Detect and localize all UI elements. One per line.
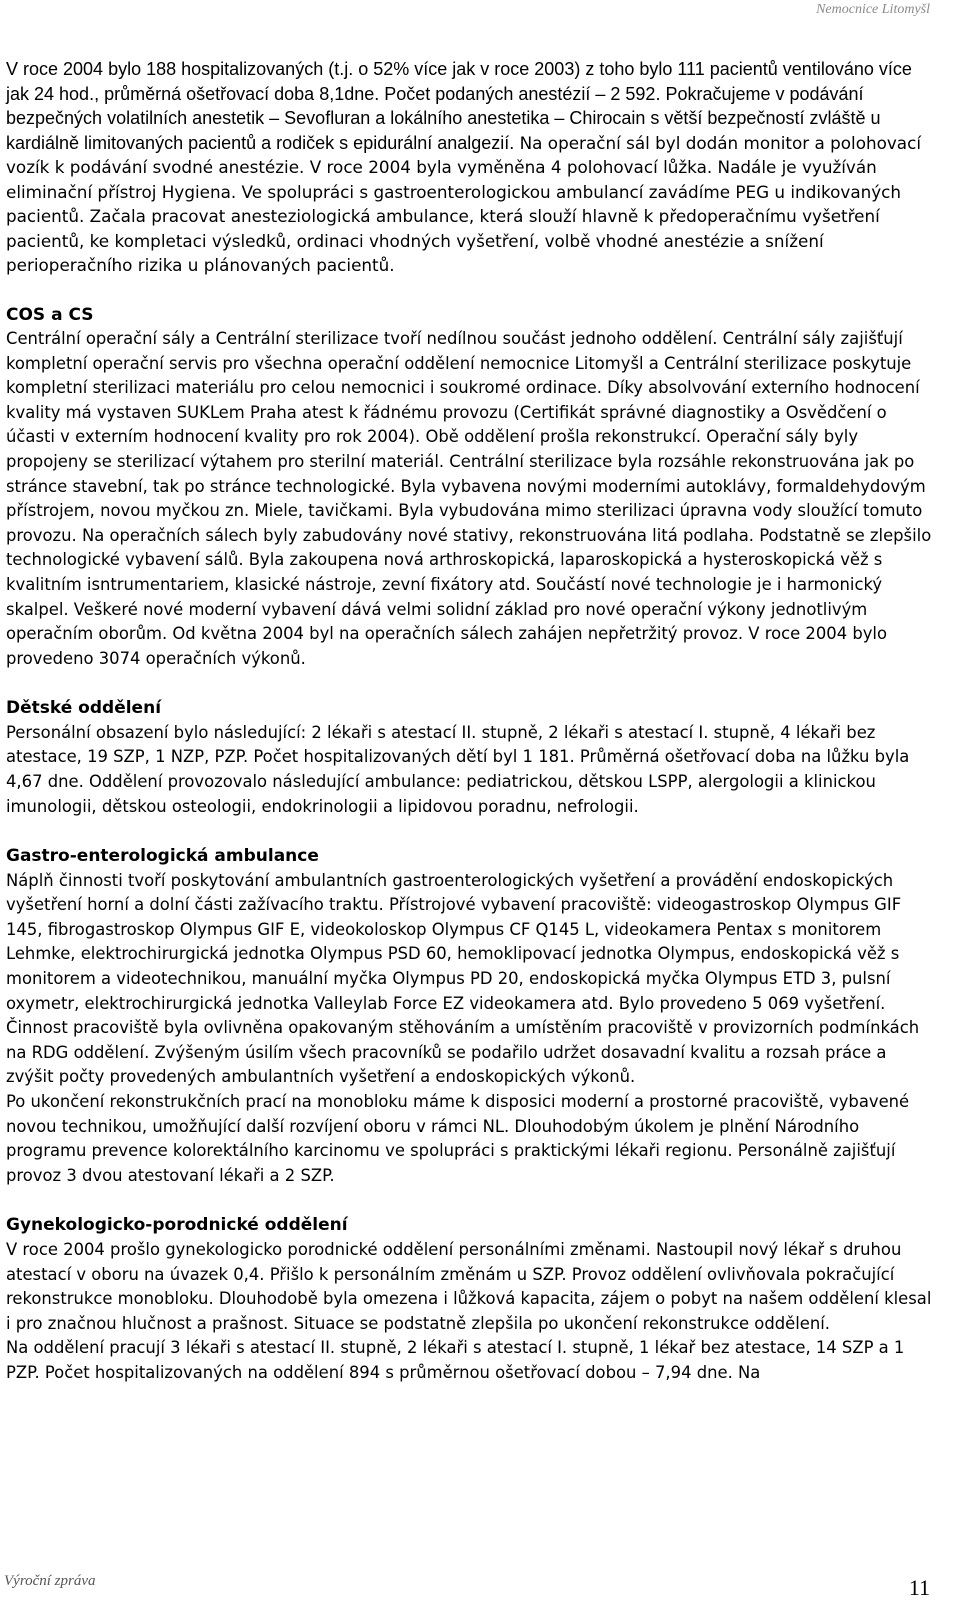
running-header: Nemocnice Litomyšl <box>816 2 930 17</box>
page-number: 11 <box>908 1575 930 1600</box>
section-paragraph: Personální obsazení bylo následující: 2 lékaři s atestací II. stupně, 2 lékaři s atestací I. stupně, 4 lékaři bez atestace, 19 SZP, 1 NZP, PZP. Počet hospitalizovaných dětí byl 1 181. Průměrná ošetřovací doba na lůžku byla 4,67 dne. Oddělení provozovalo následující ambulance: pediatrickou, dětskou LSPP, alergologii a klinickou imunologii, dětskou osteologii, endokrinologii a lipidovou poradnu, nefrologii. <box>6 722 910 816</box>
section-detske-oddeleni <box>6 696 936 819</box>
section-paragraph: Na oddělení pracují 3 lékaři s atestací II. stupně, 2 lékaři s atestací I. stupně, 1 lékař bez atestace, 14 SZP a 1 PZP. Počet hospitalizovaných na oddělení 894 s průměrnou ošetřovací dobou – 7,94 dne. Na <box>6 1338 905 1382</box>
section-paragraph: V roce 2004 prošlo gynekologicko porodnické oddělení personálními změnami. Nastoupil nový lékař s druhou atestací v oboru na úvazek 0,4. Přišlo k personálním změnám u SZP. Provoz oddělení ovlivňovala pokračující rekonstrukce monobloku. Dlouhodobě byla omezena i lůžková kapacita, zájem o pobyt na našem oddělení klesal i pro značnou hlučnost a prašnost. Situace se podstatně zlepšila po ukončení rekonstrukce oddělení. <box>6 1239 932 1333</box>
document-body <box>6 57 936 1385</box>
section-gynekologie <box>6 1213 936 1385</box>
section-heading: Gynekologicko-porodnické oddělení <box>6 1215 348 1236</box>
running-footer: Výroční zpráva <box>4 1573 96 1589</box>
section-heading: Gastro-enterologická ambulance <box>6 846 319 867</box>
section-cos-cs <box>6 303 936 672</box>
section-paragraph: Po ukončení rekonstrukčních prací na monobloku máme k disposici moderní a prostorné pracoviště, vybavené novou technikou, umožňující další rozvíjení oboru v rámci NL. Dlouhodobým úkolem je plnění Národního programu prevence kolorektálního karcinomu ve spolupráci s praktickými lékaři regionu. Personálně zajišťují provoz 3 dvou atestovaní lékaři a 2 SZP. <box>6 1092 910 1185</box>
intro-paragraph <box>6 57 936 278</box>
section-paragraph: Centrální operační sály a Centrální sterilizace tvoří nedílnou součást jednoho oddělení. Centrální sály zajišťují kompletní operační servis pro všechna operační oddělení nemocnice Litomyšl a Centrální sterilizace poskytuje kompletní sterilizaci materiálu pro celou nemocnici i soukromé ordinace. Díky absolvování externího hodnocení kvality má vystaven SUKLem Praha atest k řádnému provozu (Certifikát správné diagnostiky a Osvědčení o účasti v externím hodnocení kvality pro rok 2004). Obě oddělení prošla rekonstrukcí. Operační sály byly propojeny se sterilizací výtahem pro sterilní materiál. Centrální sterilizace byla rozsáhle rekonstruována jak po stránce stavební, tak po stránce technologické. Byla vybavena novými moderními autoklávy, formaldehydovým přístrojem, novou myčkou zn. Miele, tavičkami. Byla vybudována mimo sterilizaci úpravna vody sloužící tomuto provozu. Na operačních sálech byly zabudovány nové stativy, rekonstruována litá podlaha. Podstatně se zlepšilo technologické vybavení sálů. Byla zakoupena nová arthroskopická, laparoskopická a hysteroskopická věž s kvalitním isntrumentariem, klasické nástroje, zevní fixátory atd. Součástí nové technologie je i harmonický skalpel. Veškeré nové moderní vybavení dává velmi solidní základ pro nové operační výkony jednotlivým operačním oborům. Od května 2004 byl na operačních sálech zahájen nepřetržitý provoz. V roce 2004 bylo provedeno 3074 operačních výkonů. <box>6 329 932 668</box>
section-gastro-ambulance <box>6 844 936 1188</box>
section-paragraph: Náplň činnosti tvoří poskytování ambulantních gastroenterologických vyšetření a provádění endoskopických vyšetření horní a dolní části zažívacího traktu. Přístrojové vybavení pracoviště: videogastroskop Olympus GIF 145, fibrogastroskop Olympus GIF E, videokoloskop Olympus CF Q145 L, videokamera Pentax s monitorem Lehmke, elektrochirurgická jednotka Olympus PSD 60, hemoklipovací jednotka Olympus, endoskopická věž s monitorem a videotechnikou, manuální myčka Olympus PD 20, endoskopická myčka Olympus ETD 3, pulsní oxymetr, elektrochirurgická jednotka Valleylab Force EZ videokamera atd. Bylo provedeno 5 069 vyšetření. Činnost pracoviště byla ovlivněna opakovaným stěhováním a umístěním pracoviště v provizorních podmínkách na RDG oddělení. Zvýšeným úsilím všech pracovníků se podařilo udržet dosavadní kvalitu a rozsah práce a zvýšit počty provedených ambulantních vyšetření a endoskopických výkonů. <box>6 870 920 1087</box>
intro-text-part-1: V roce 2004 bylo 188 hospitalizovaných (t.j. o 52% více jak v roce 2003) z toho bylo 111 pacientů ventilováno více jak 24 hod., průměrná ošetřovací doba 8,1dne. Počet podaných anestézií – 2 592. Pokračujeme v podávání bezpečných volatilních anestetik – Sevofluran a lokálního anestetika – Chirocain s větší bezpečností zvláště u kardiálně limitovaných pacientů a rodiček s epidurální analgezií. <box>6 59 912 153</box>
section-heading: COS a CS <box>6 304 94 325</box>
section-heading: Dětské oddělení <box>6 698 162 719</box>
intro-text-part-2: Na operační sál byl dodán monitor a polohovací vozík k podávání svodné anestézie. V roce 2004 byla vyměněna 4 polohovací lůžka. Nadále je využíván eliminační přístroj Hygiena. Ve spolupráci s gastroenterologickou ambulancí zavádíme PEG u indikovaných pacientů. Začala pracovat anesteziologická ambulance, která slouží hlavně k předoperačnímu vyšetření pacientů, ke kompletaci výsledků, ordinaci vhodných vyšetření, volbě vhodné anestézie a snížení perioperačního rizika u plánovaných pacientů. <box>6 132 921 275</box>
